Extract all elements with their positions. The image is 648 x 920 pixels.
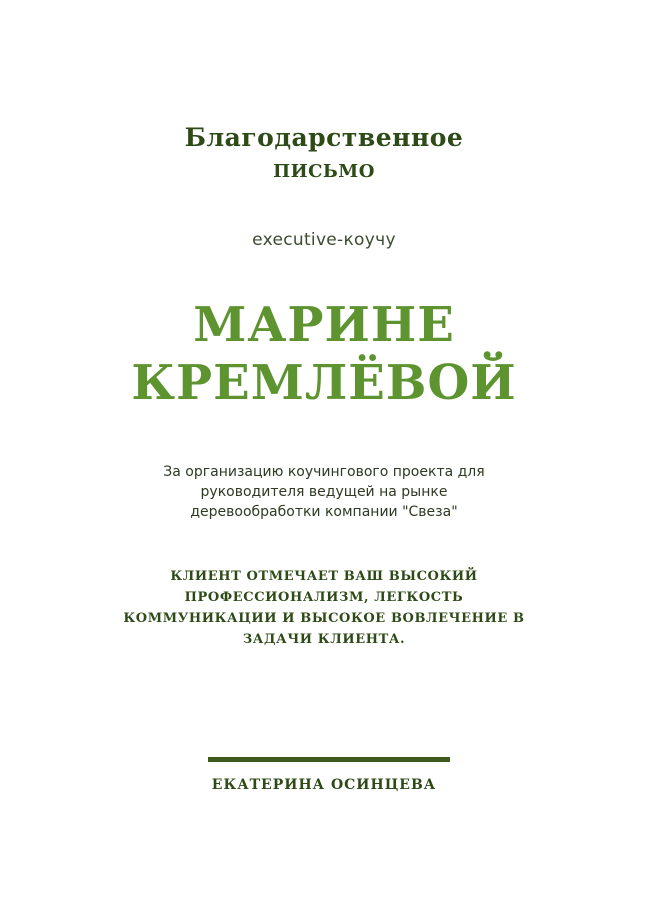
reason-line-1: За организацию коучингового проекта для — [163, 464, 485, 480]
feedback-line-2: ПРОФЕССИОНАЛИЗМ, ЛЕГКОСТЬ — [184, 590, 464, 605]
page-title — [0, 122, 648, 184]
feedback-line-1: КЛИЕНТ ОТМЕЧАЕТ ВАШ ВЫСОКИЙ — [170, 569, 478, 584]
feedback-line-3: КОММУНИКАЦИИ И ВЫСОКОЕ ВОВЛЕЧЕНИЕ В — [123, 611, 525, 626]
feedback-text — [0, 566, 648, 650]
recipient-name — [0, 296, 648, 412]
recipient-name-line-1: МАРИНЕ — [193, 297, 455, 353]
recipient-name-line-2: КРЕМЛЁВОЙ — [131, 355, 517, 411]
signature-divider — [208, 757, 450, 762]
feedback-line-4: ЗАДАЧИ КЛИЕНТА. — [242, 632, 406, 647]
reason-line-3: деревообработки компании "Свеза" — [190, 504, 458, 520]
title-line-2: письмо — [273, 154, 375, 183]
title-line-1: Благодарственное — [184, 123, 464, 152]
subtitle: executive-коучу — [252, 230, 396, 250]
reason-text — [0, 462, 648, 522]
signer-name: ЕКАТЕРИНА ОСИНЦЕВА — [211, 777, 437, 793]
reason-line-2: руководителя ведущей на рынке — [200, 484, 448, 500]
